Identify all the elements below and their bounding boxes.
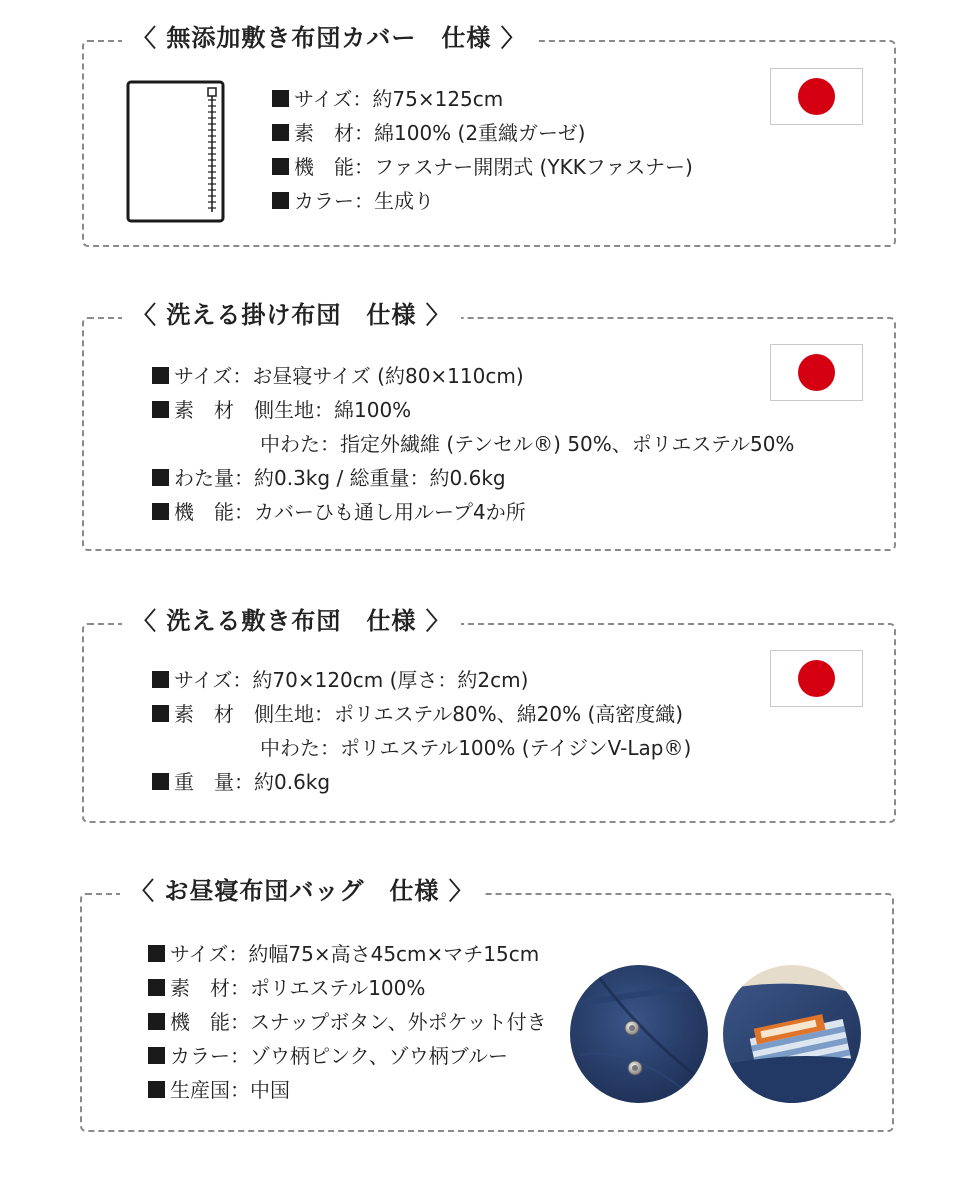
spec-row xyxy=(272,116,693,150)
spec-row xyxy=(152,359,794,393)
spec-value: 約0.3kg / 総重量：約0.6kg xyxy=(254,466,506,490)
spec-label: サイズ： xyxy=(174,668,253,692)
bag-pocket-photo xyxy=(723,965,861,1103)
bullet-square-icon xyxy=(148,1005,170,1039)
section-futon-cover xyxy=(82,24,896,247)
section-title: 〈 洗える掛け布団 仕様 〉 xyxy=(122,295,461,335)
spec-row xyxy=(272,82,693,116)
spec-value: 側生地：ポリエステル80%、綿20% (高密度織) xyxy=(254,702,684,726)
spec-value: 約0.6kg xyxy=(254,770,331,794)
bullet-square-icon xyxy=(148,1039,170,1073)
japan-flag-icon xyxy=(770,68,863,125)
bullet-square-icon xyxy=(272,184,294,218)
spec-label: 機 能： xyxy=(294,155,374,179)
spec-label: サイズ： xyxy=(294,87,373,111)
bullet-square-icon xyxy=(152,765,174,799)
japan-flag-icon xyxy=(770,650,863,707)
spec-label: 生産国： xyxy=(170,1078,250,1102)
spec-value: 約70×120cm (厚さ：約2cm) xyxy=(252,668,529,692)
spec-list xyxy=(152,359,794,529)
spec-row xyxy=(152,461,794,495)
spec-value: 生成り xyxy=(374,189,434,213)
spec-label: サイズ： xyxy=(170,942,249,966)
spec-label: 素 材： xyxy=(294,121,374,145)
section-bag xyxy=(80,877,894,1132)
bullet-square-icon xyxy=(152,663,174,697)
spec-row xyxy=(152,731,691,765)
spec-row xyxy=(152,495,794,529)
bullet-square-icon xyxy=(152,393,174,427)
cover-zipper-icon xyxy=(126,80,226,224)
bullet-square-icon xyxy=(272,116,294,150)
spec-label: 素 材 xyxy=(174,702,254,726)
spec-row xyxy=(148,1005,547,1039)
spec-label: 素 材： xyxy=(170,976,250,1000)
spec-value: お昼寝サイズ (約80×110cm) xyxy=(252,364,524,388)
spec-value: ゾウ柄ピンク、ゾウ柄ブルー xyxy=(250,1044,508,1068)
section-title: 〈 お昼寝布団バッグ 仕様 〉 xyxy=(120,871,484,911)
section-title: 〈 無添加敷き布団カバー 仕様 〉 xyxy=(122,18,536,58)
bullet-square-icon xyxy=(148,1073,170,1107)
bullet-square-icon xyxy=(152,495,174,529)
bag-snap-button-photo xyxy=(570,965,708,1103)
spec-value: スナップボタン、外ポケット付き xyxy=(250,1010,547,1034)
spec-value: 中わた：指定外繊維 (テンセル®) 50%、ポリエステル50% xyxy=(260,432,795,456)
spec-list xyxy=(148,937,547,1107)
spec-label: 素 材 xyxy=(174,398,254,422)
bullet-square-icon xyxy=(152,697,174,731)
spec-value: 側生地：綿100% xyxy=(254,398,412,422)
spec-row xyxy=(148,937,547,971)
spec-list xyxy=(152,663,691,799)
spec-value: カバーひも通し用ループ4か所 xyxy=(254,500,526,524)
spec-label: 機 能： xyxy=(174,500,254,524)
spec-row xyxy=(152,697,691,731)
spec-row xyxy=(152,765,691,799)
section-shikibuton xyxy=(82,607,896,823)
spec-value: 綿100% (2重織ガーゼ) xyxy=(374,121,586,145)
spec-label: カラー： xyxy=(294,189,374,213)
spec-row xyxy=(272,184,693,218)
spec-label: 機 能： xyxy=(170,1010,250,1034)
spec-list xyxy=(272,82,693,218)
section-kakebuton xyxy=(82,301,896,551)
bullet-square-icon xyxy=(272,150,294,184)
spec-row xyxy=(148,1073,547,1107)
spec-row xyxy=(152,427,794,461)
spec-label: カラー： xyxy=(170,1044,250,1068)
japan-flag-icon xyxy=(770,344,863,401)
spec-value: ポリエステル100% xyxy=(250,976,426,1000)
spec-label: わた量： xyxy=(174,466,254,490)
spec-value: 中わた：ポリエステル100% (テイジンV-Lap®) xyxy=(260,736,692,760)
spec-row xyxy=(272,150,693,184)
spec-row xyxy=(148,971,547,1005)
spec-row xyxy=(152,663,691,697)
spec-value: ファスナー開閉式 (YKKファスナー) xyxy=(374,155,693,179)
spec-row xyxy=(152,393,794,427)
bullet-square-icon xyxy=(272,82,294,116)
spec-value: 約幅75×高さ45cm×マチ15cm xyxy=(248,942,540,966)
spec-row xyxy=(148,1039,547,1073)
spec-value: 中国 xyxy=(250,1078,290,1102)
bullet-square-icon xyxy=(152,461,174,495)
spec-value: 約75×125cm xyxy=(372,87,504,111)
spec-label: 重 量： xyxy=(174,770,254,794)
section-title: 〈 洗える敷き布団 仕様 〉 xyxy=(122,601,461,641)
bullet-square-icon xyxy=(148,971,170,1005)
bullet-square-icon xyxy=(148,937,170,971)
spec-label: サイズ： xyxy=(174,364,253,388)
bullet-square-icon xyxy=(152,359,174,393)
